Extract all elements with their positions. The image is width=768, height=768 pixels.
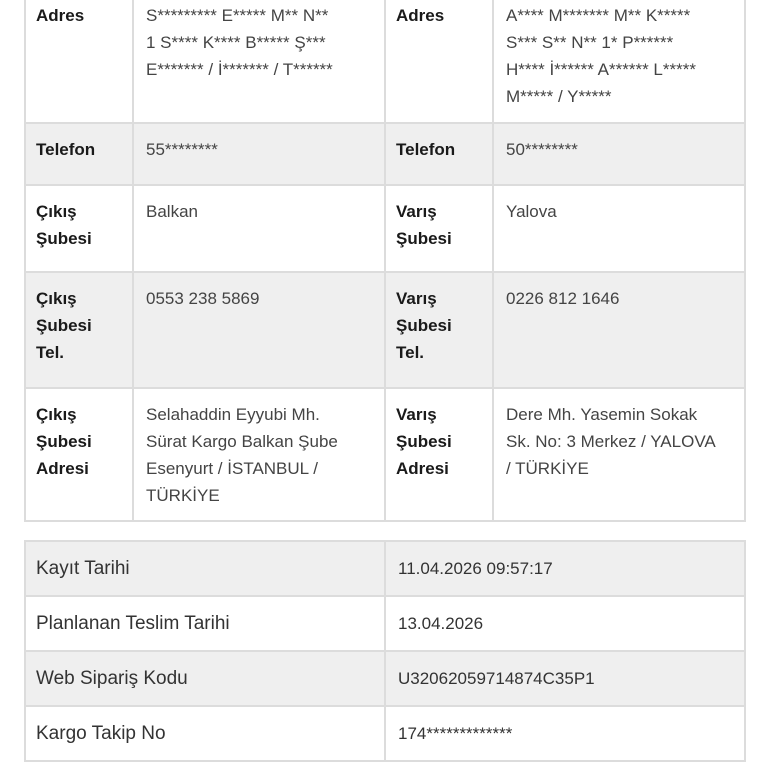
destination-branch-phone-label: Varış Şubesi Tel. [385, 272, 493, 388]
destination-branch-value: Yalova [493, 185, 745, 272]
planned-delivery-row [25, 596, 745, 651]
destination-branch-address-value: Dere Mh. Yasemin Sokak Sk. No: 3 Merkez / YALOVA / TÜRKİYE [493, 388, 745, 521]
destination-branch-address-label: Varış Şubesi Adresi [385, 388, 493, 521]
origin-branch-address-value: Selahaddin Eyyubi Mh. Sürat Kargo Balkan Şube Esenyurt / İSTANBUL / TÜRKİYE [133, 388, 385, 521]
record-date-row [25, 541, 745, 596]
record-date-value: 11.04.2026 09:57:17 [385, 541, 745, 596]
tracking-number-value: 174************* [385, 706, 745, 761]
origin-branch-value: Balkan [133, 185, 385, 272]
origin-branch-label: Çıkış Şubesi [25, 185, 133, 272]
sender-phone-label: Telefon [25, 123, 133, 185]
tracking-number-row [25, 706, 745, 761]
tracking-number-label: Kargo Takip No [25, 706, 385, 761]
sender-phone-value: 55******** [133, 123, 385, 185]
branch-phone-row [25, 272, 745, 388]
destination-branch-label: Varış Şubesi [385, 185, 493, 272]
planned-delivery-value: 13.04.2026 [385, 596, 745, 651]
receiver-address-label: Adres [385, 0, 493, 123]
web-order-code-row [25, 651, 745, 706]
branch-row [25, 185, 745, 272]
origin-branch-address-label: Çıkış Şubesi Adresi [25, 388, 133, 521]
address-row [25, 0, 745, 123]
receiver-phone-label: Telefon [385, 123, 493, 185]
branch-address-row [25, 388, 745, 521]
origin-branch-phone-value: 0553 238 5869 [133, 272, 385, 388]
phone-row [25, 123, 745, 185]
record-date-label: Kayıt Tarihi [25, 541, 385, 596]
web-order-code-label: Web Sipariş Kodu [25, 651, 385, 706]
sender-address-value: S********* E***** M** N** 1 S**** K**** B***** Ş*** E******* / İ******* / T****** [133, 0, 385, 123]
shipment-table [24, 0, 746, 522]
shipment-info-table [24, 540, 746, 762]
sender-address-label: Adres [25, 0, 133, 123]
receiver-phone-value: 50******** [493, 123, 745, 185]
origin-branch-phone-label: Çıkış Şubesi Tel. [25, 272, 133, 388]
destination-branch-phone-value: 0226 812 1646 [493, 272, 745, 388]
planned-delivery-label: Planlanan Teslim Tarihi [25, 596, 385, 651]
web-order-code-value: U32062059714874C35P1 [385, 651, 745, 706]
receiver-address-value: A**** M******* M** K***** S*** S** N** 1* P****** H**** İ****** A****** L***** M***** / Y***** [493, 0, 745, 123]
